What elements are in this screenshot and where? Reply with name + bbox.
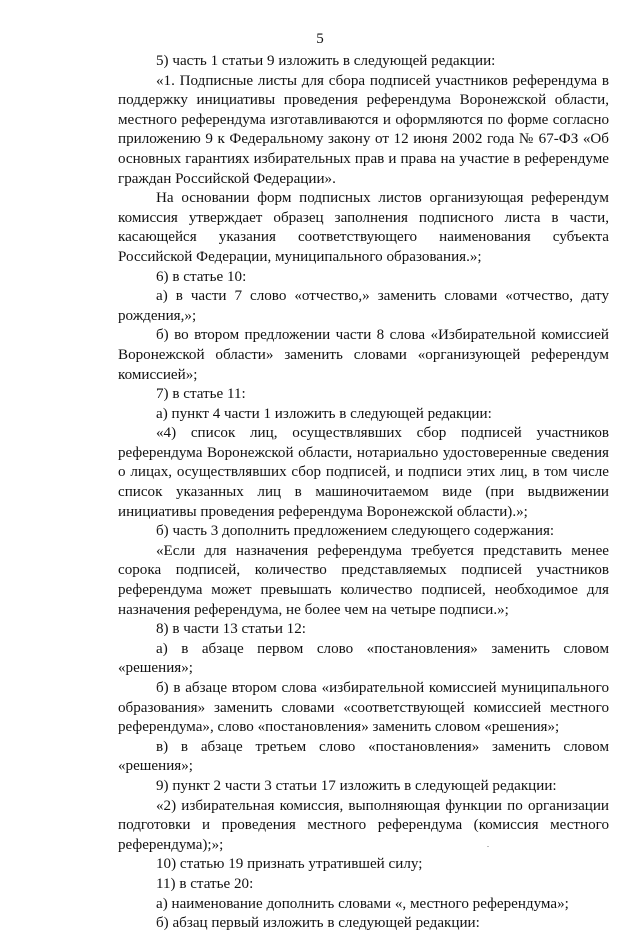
paragraph: а) пункт 4 части 1 изложить в следующей редакции: (156, 405, 492, 422)
paragraph: в) в абзаце третьем слово «постановления» заменить словом «решения»; (118, 738, 609, 775)
paragraph: 8) в части 13 статьи 12: (156, 621, 306, 638)
paragraph: 7) в статье 11: (156, 386, 246, 403)
page-number: 5 (316, 31, 324, 47)
paragraph: б) абзац первый изложить в следующей редакции: (156, 915, 480, 932)
paragraph: б) во втором предложении части 8 слова «Избирательной комиссией Воронежской области» заменить словами «организующей референдум комиссией»; (118, 327, 609, 383)
paragraph: 5) часть 1 статьи 9 изложить в следующей редакции: (156, 53, 496, 69)
paragraph: «2) избирательная комиссия, выполняющая функции по организации подготовки и проведения местного референдума (комиссия местного референдума);»; (118, 797, 609, 853)
paragraph: а) в части 7 слово «отчество,» заменить словами «отчество, дату рождения,»; (118, 288, 609, 324)
paragraph: 11) в статье 20: (156, 875, 254, 892)
paragraph: 6) в статье 10: (156, 268, 247, 285)
paragraph: «Если для назначения референдума требуется представить менее сорока подписей, количество представляемых подписей участников референдума может превышать количество подписей, необходимое для назначения референдума, не более чем на четыре подписи.»; (118, 542, 609, 618)
document-body (118, 52, 609, 934)
paragraph: б) часть 3 дополнить предложением следующего содержания: (156, 523, 555, 540)
paragraph: «1. Подписные листы для сбора подписей участников референдума в поддержку инициативы проведения референдума Воронежской области, местного референдума изготавливаются и оформляются по форме согласно приложению 9 к Федеральному закону от 12 июня 2002 года № 67-ФЗ «Об основных гарантиях избирательных прав и права на участие в референдуме граждан Российской Федерации». (118, 72, 609, 187)
paragraph: «4) список лиц, осуществлявших сбор подписей участников референдума Воронежской области, нотариально удостоверенные сведения о лицах, осуществлявших сбор подписей, и подписи этих лиц, в том числе список указанных лиц в машиночитаемом виде (при выдвижении инициативы проведения референдума Воронежской области).»; (118, 425, 609, 520)
paragraph: На основании форм подписных листов организующая референдум комиссия утверждает образец заполнения подписного листа в части, касающейся указания соответствующего наименования субъекта Российской Федерации, муниципального образования.»; (118, 190, 609, 265)
paragraph: а) наименование дополнить словами «, местного референдума»; (156, 895, 569, 912)
paragraph: б) в абзаце втором слова «избирательной комиссией муниципального образования» заменить словами «соответствующей комиссией местного референдума», слово «постановления» заменить словом «решения»; (118, 680, 609, 736)
paragraph: а) в абзаце первом слово «постановления» заменить словом «решения»; (118, 640, 609, 677)
scan-speck (487, 846, 489, 847)
paragraph: 9) пункт 2 части 3 статьи 17 изложить в следующей редакции: (156, 777, 557, 794)
paragraph: 10) статью 19 признать утратившей силу; (156, 856, 423, 873)
